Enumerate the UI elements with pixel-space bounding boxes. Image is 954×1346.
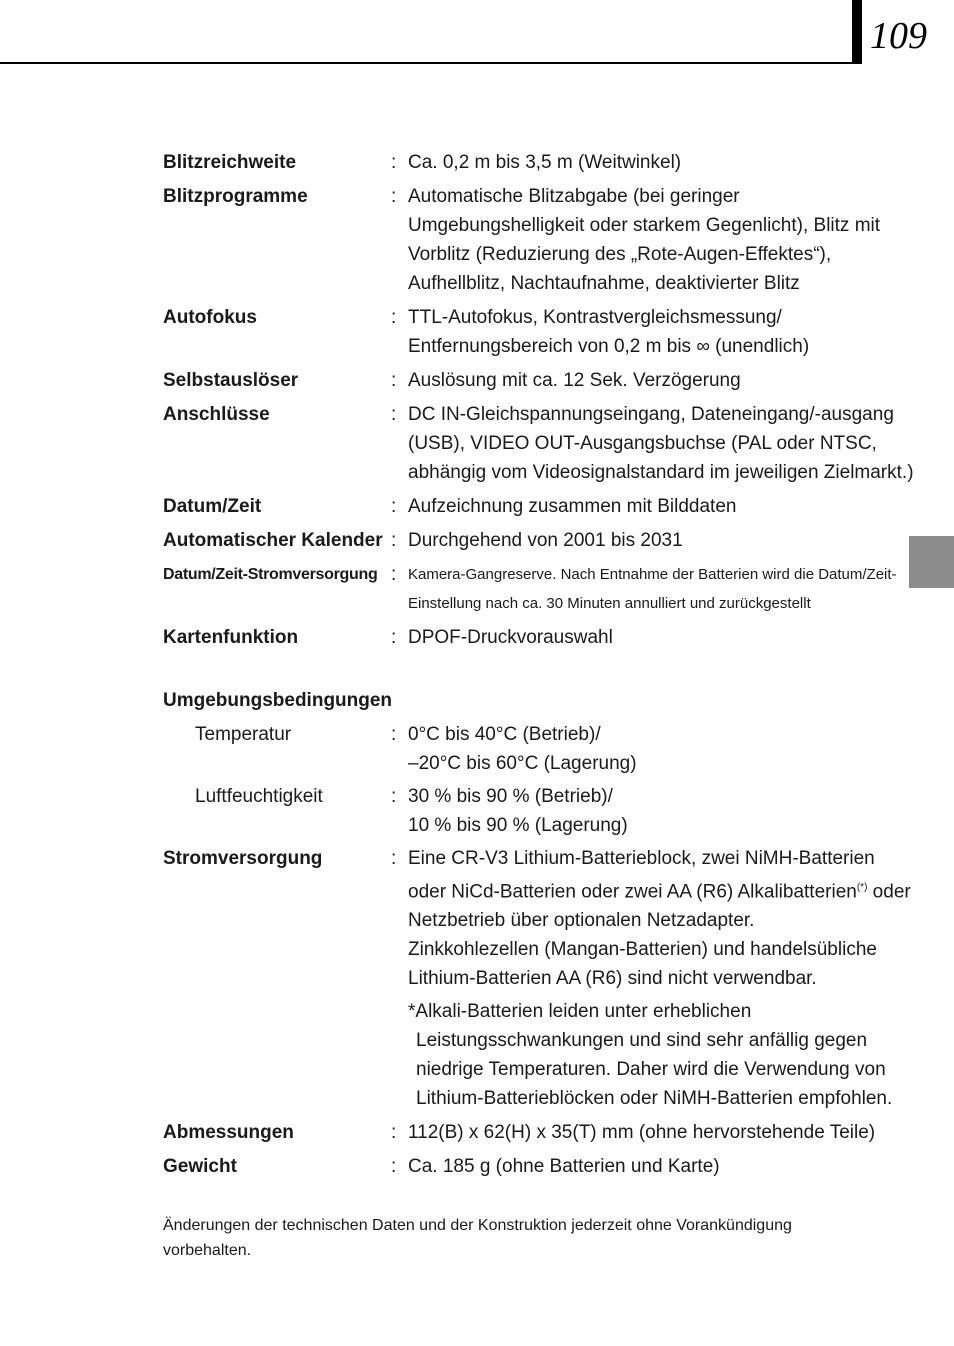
spec-row-connectors <box>163 400 914 487</box>
section-title: Umgebungsbedingungen <box>163 690 393 711</box>
spec-colon: : <box>391 724 397 745</box>
spec-label: Automatischer Kalender <box>163 530 383 551</box>
spec-value-line: Auslösung mit ca. 12 Sek. Verzögerung <box>408 370 741 391</box>
header-bar <box>852 0 862 64</box>
spec-colon: : <box>391 1122 397 1144</box>
spec-value-line: Aufzeichnung zusammen mit Bilddaten <box>408 496 737 517</box>
power-note-line: *Alkali-Batterien leiden unter erheblichen <box>408 1001 752 1023</box>
spec-value <box>408 400 914 487</box>
spec-value-line: Ca. 185 g (ohne Batterien und Karte) <box>408 1156 720 1178</box>
spec-value <box>408 303 893 361</box>
spec-value <box>408 1118 893 1147</box>
section-tab <box>909 536 954 588</box>
spec-value-line: abhängig vom Videosignalstandard im jeweiligen Zielmarkt.) <box>408 462 914 483</box>
spec-row-card-function <box>163 623 893 652</box>
spec-value-text: oder NiCd-Batterien oder zwei AA (R6) Alkalibatterien <box>408 881 857 903</box>
spec-value-line: –20°C bis 60°C (Lagerung) <box>408 753 637 774</box>
spec-value-line: Lithium-Batterien AA (R6) sind nicht verwendbar. <box>408 968 817 990</box>
disclaimer-footnote <box>163 1213 863 1263</box>
spec-value-line: 0°C bis 40°C (Betrieb)/ <box>408 724 601 745</box>
spec-value <box>408 782 893 840</box>
spec-row-flash-modes <box>163 182 893 298</box>
spec-value <box>408 182 893 298</box>
spec-value-line: Eine CR-V3 Lithium-Batterieblock, zwei NiMH-Batterien <box>408 848 875 869</box>
spec-value <box>408 148 893 177</box>
spec-row-dimensions <box>163 1118 893 1147</box>
spec-value-line: Entfernungsbereich von 0,2 m bis ∞ (unendlich) <box>408 336 810 357</box>
spec-label: Gewicht <box>163 1156 237 1178</box>
spec-label: Datum/Zeit-Stromversorgung <box>163 566 378 583</box>
spec-value-line: 30 % bis 90 % (Betrieb)/ <box>408 786 613 807</box>
spec-colon: : <box>391 186 397 207</box>
power-note-line: niedrige Temperaturen. Daher wird die Verwendung von <box>416 1059 886 1081</box>
spec-colon: : <box>391 307 397 328</box>
spec-colon: : <box>391 1156 397 1178</box>
spec-value-line: Automatische Blitzabgabe (bei geringer <box>408 186 740 207</box>
spec-label: Blitzreichweite <box>163 152 297 173</box>
spec-label: Autofokus <box>163 307 257 328</box>
spec-row-flash-range <box>163 148 893 177</box>
spec-row-date-time <box>163 492 893 521</box>
spec-value-line: Durchgehend von 2001 bis 2031 <box>408 530 683 551</box>
header-rule <box>0 62 858 64</box>
spec-label: Blitzprogramme <box>163 186 308 207</box>
spec-colon: : <box>391 152 397 173</box>
spec-list-environment <box>163 686 911 1181</box>
spec-colon: : <box>391 848 397 869</box>
footnote-line: Änderungen der technischen Daten und der Konstruktion jederzeit ohne Vorankündigung <box>163 1217 792 1234</box>
spec-value <box>408 492 893 521</box>
spec-value-line: Ca. 0,2 m bis 3,5 m (Weitwinkel) <box>408 152 682 173</box>
spec-label: Stromversorgung <box>163 848 323 869</box>
spec-row-date-time-power <box>163 560 897 618</box>
spec-value-line: TTL-Autofokus, Kontrastvergleichsmessung/ <box>408 307 782 328</box>
page-number: 109 <box>870 15 927 57</box>
power-note-line: Leistungsschwankungen und sind sehr anfällig gegen <box>416 1030 868 1052</box>
spec-list <box>163 148 914 652</box>
spec-label: Abmessungen <box>163 1122 294 1144</box>
power-note-line: Lithium-Batterieblöcken oder NiMH-Batterien empfohlen. <box>416 1088 893 1110</box>
spec-colon: : <box>391 627 397 648</box>
spec-value-line: Kamera-Gangreserve. Nach Entnahme der Batterien wird die Datum/Zeit- <box>408 566 897 583</box>
spec-value <box>408 526 893 555</box>
spec-colon: : <box>391 404 397 425</box>
spec-label: Luftfeuchtigkeit <box>195 786 323 807</box>
footnote-line: vorbehalten. <box>163 1242 252 1259</box>
spec-value-line <box>408 873 911 906</box>
spec-value-line: 112(B) x 62(H) x 35(T) mm (ohne hervorstehende Teile) <box>408 1122 876 1144</box>
spec-label: Selbstauslöser <box>163 370 299 391</box>
spec-colon: : <box>391 786 397 807</box>
spec-label: Kartenfunktion <box>163 627 299 648</box>
spec-value-line: (USB), VIDEO OUT-Ausgangsbuchse (PAL oder NTSC, <box>408 433 877 454</box>
footnote-marker: (*) <box>856 882 868 893</box>
spec-row-autofocus <box>163 303 893 361</box>
spec-label: Anschlüsse <box>163 404 270 425</box>
spec-value <box>408 366 893 395</box>
power-note <box>408 997 893 1113</box>
spec-label: Datum/Zeit <box>163 496 262 517</box>
spec-value-line: DPOF-Druckvorauswahl <box>408 627 613 648</box>
spec-colon: : <box>391 530 397 551</box>
spec-colon: : <box>391 496 397 517</box>
spec-row-power <box>163 844 911 1113</box>
spec-colon: : <box>391 370 397 391</box>
spec-value <box>408 720 893 778</box>
spec-value-line: Vorblitz (Reduzierung des „Rote-Augen-Effektes“), <box>408 244 832 265</box>
spec-row-weight <box>163 1152 893 1181</box>
spec-row-humidity <box>163 782 893 840</box>
spec-row-self-timer <box>163 366 893 395</box>
spec-value-line: Einstellung nach ca. 30 Minuten annulliert und zurückgestellt <box>408 595 811 612</box>
spec-value-line: Zinkkohlezellen (Mangan-Batterien) und handelsübliche <box>408 939 877 961</box>
spec-value-line: Netzbetrieb über optionalen Netzadapter. <box>408 910 755 932</box>
spec-value <box>408 560 897 618</box>
spec-value <box>408 844 911 1113</box>
spec-value <box>408 623 893 652</box>
spec-value-line: Aufhellblitz, Nachtaufnahme, deaktivierter Blitz <box>408 273 800 294</box>
spec-row-temperature <box>163 720 893 778</box>
spec-label: Temperatur <box>195 724 292 745</box>
spec-value-line: 10 % bis 90 % (Lagerung) <box>408 815 628 836</box>
spec-value-line: DC IN-Gleichspannungseingang, Dateneingang/-ausgang <box>408 404 894 425</box>
spec-value-line: Umgebungshelligkeit oder starkem Gegenlicht), Blitz mit <box>408 215 881 236</box>
spec-colon: : <box>391 564 397 585</box>
spec-row-calendar <box>163 526 893 555</box>
spec-value-text: oder <box>867 881 911 903</box>
spec-value <box>408 1152 893 1181</box>
